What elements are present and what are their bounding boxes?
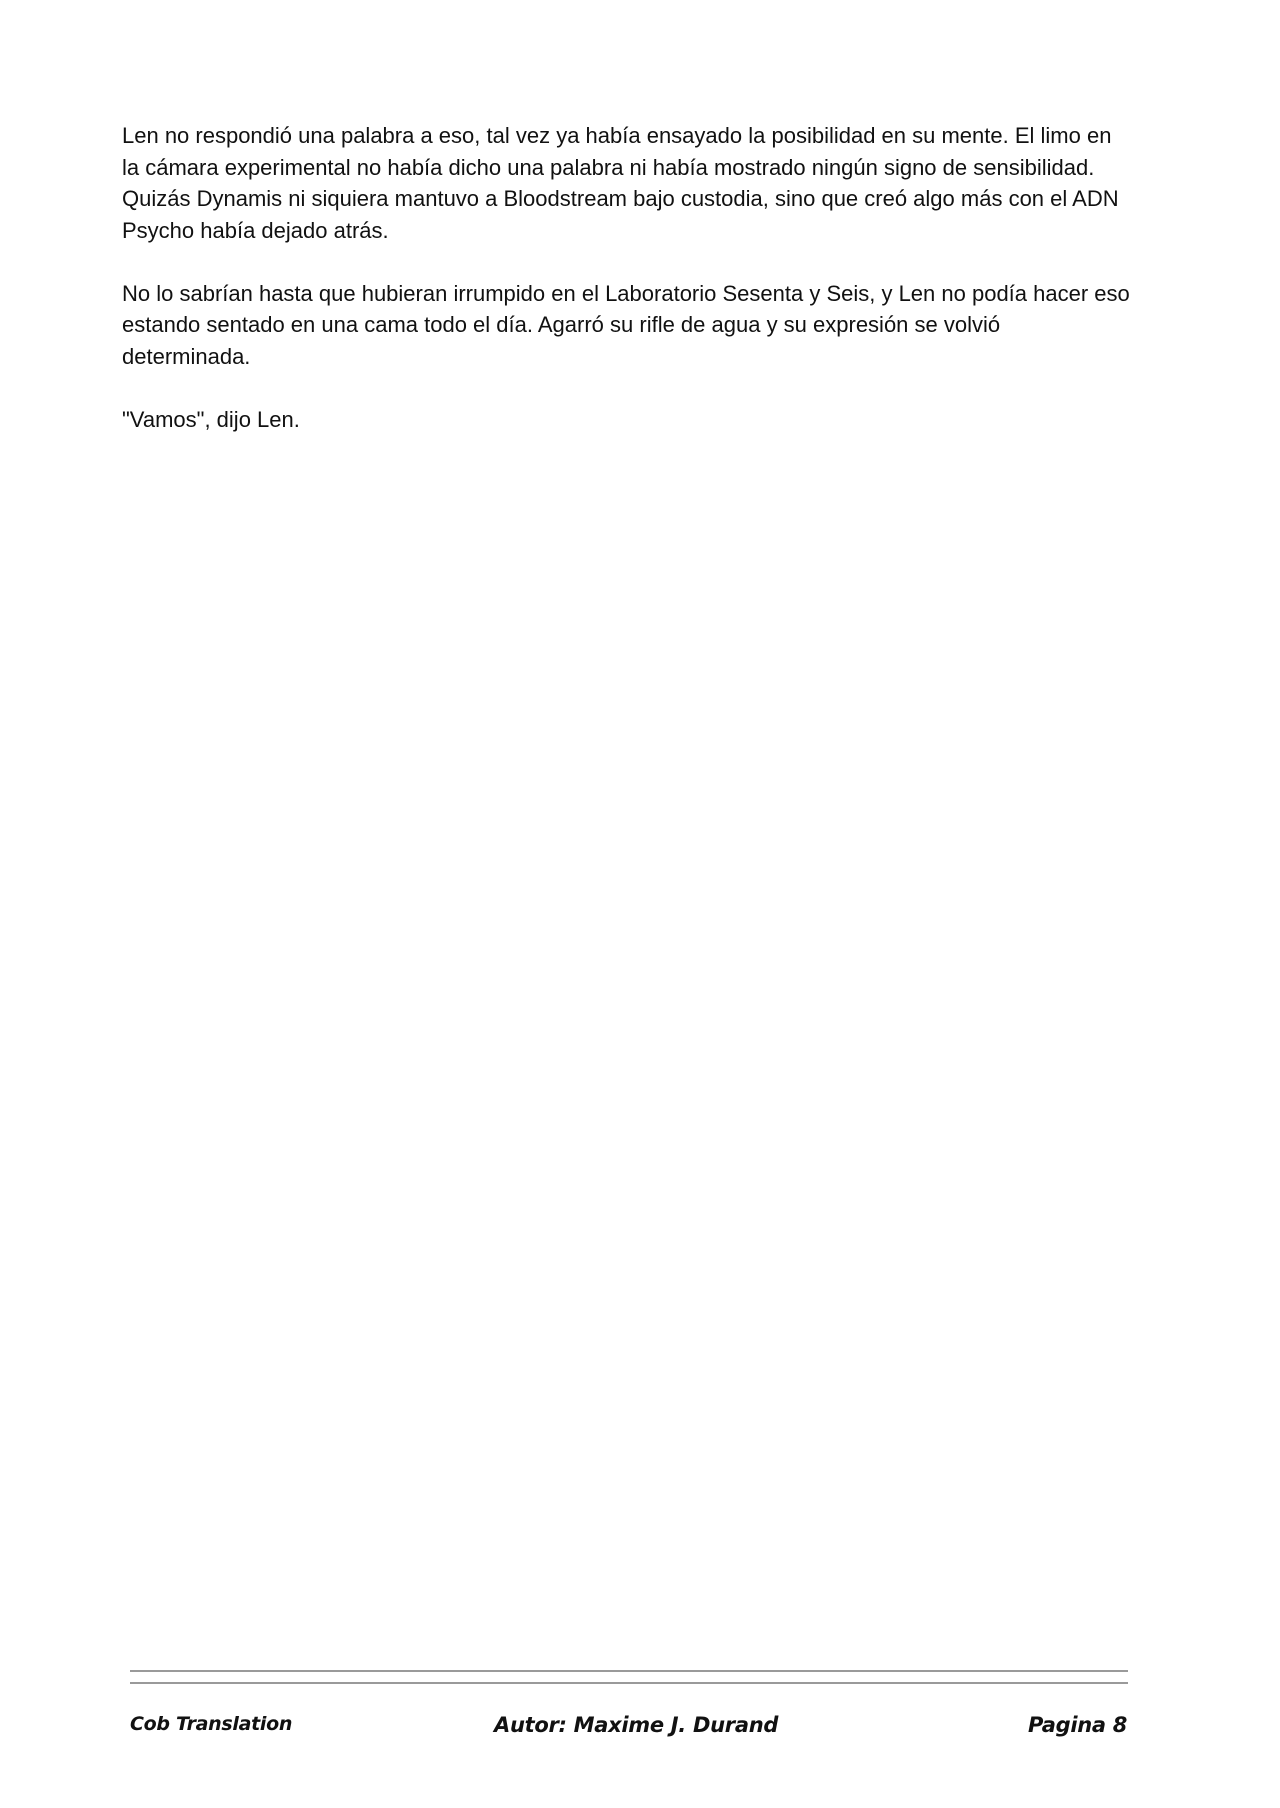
footer-page-number: Pagina 8 <box>1028 1713 1128 1737</box>
body-text <box>122 120 1132 467</box>
footer-divider-top <box>130 1670 1128 1672</box>
paragraph-3: "Vamos", dijo Len. <box>122 406 300 432</box>
paragraph-1: Len no respondió una palabra a eso, tal vez ya había ensayado la posibilidad en su mente. El limo en la cámara experimental no había dicho una palabra ni había mostrado ningún signo de sensibilidad. Quizás Dynamis ni siquiera mantuvo a Bloodstream bajo custodia, sino que creó algo más con el ADN Psycho había dejado atrás. <box>122 123 1119 243</box>
paragraph-2: No lo sabrían hasta que hubieran irrumpido en el Laboratorio Sesenta y Seis, y Len no podía hacer eso estando sentado en una cama todo el día. Agarró su rifle de agua y su expresión se volvió determinada. <box>122 280 1130 369</box>
footer-translator: Cob Translation <box>130 1713 293 1735</box>
footer-divider-bottom <box>130 1682 1128 1684</box>
footer-author: Autor: Maxime J. Durand <box>494 1713 779 1737</box>
